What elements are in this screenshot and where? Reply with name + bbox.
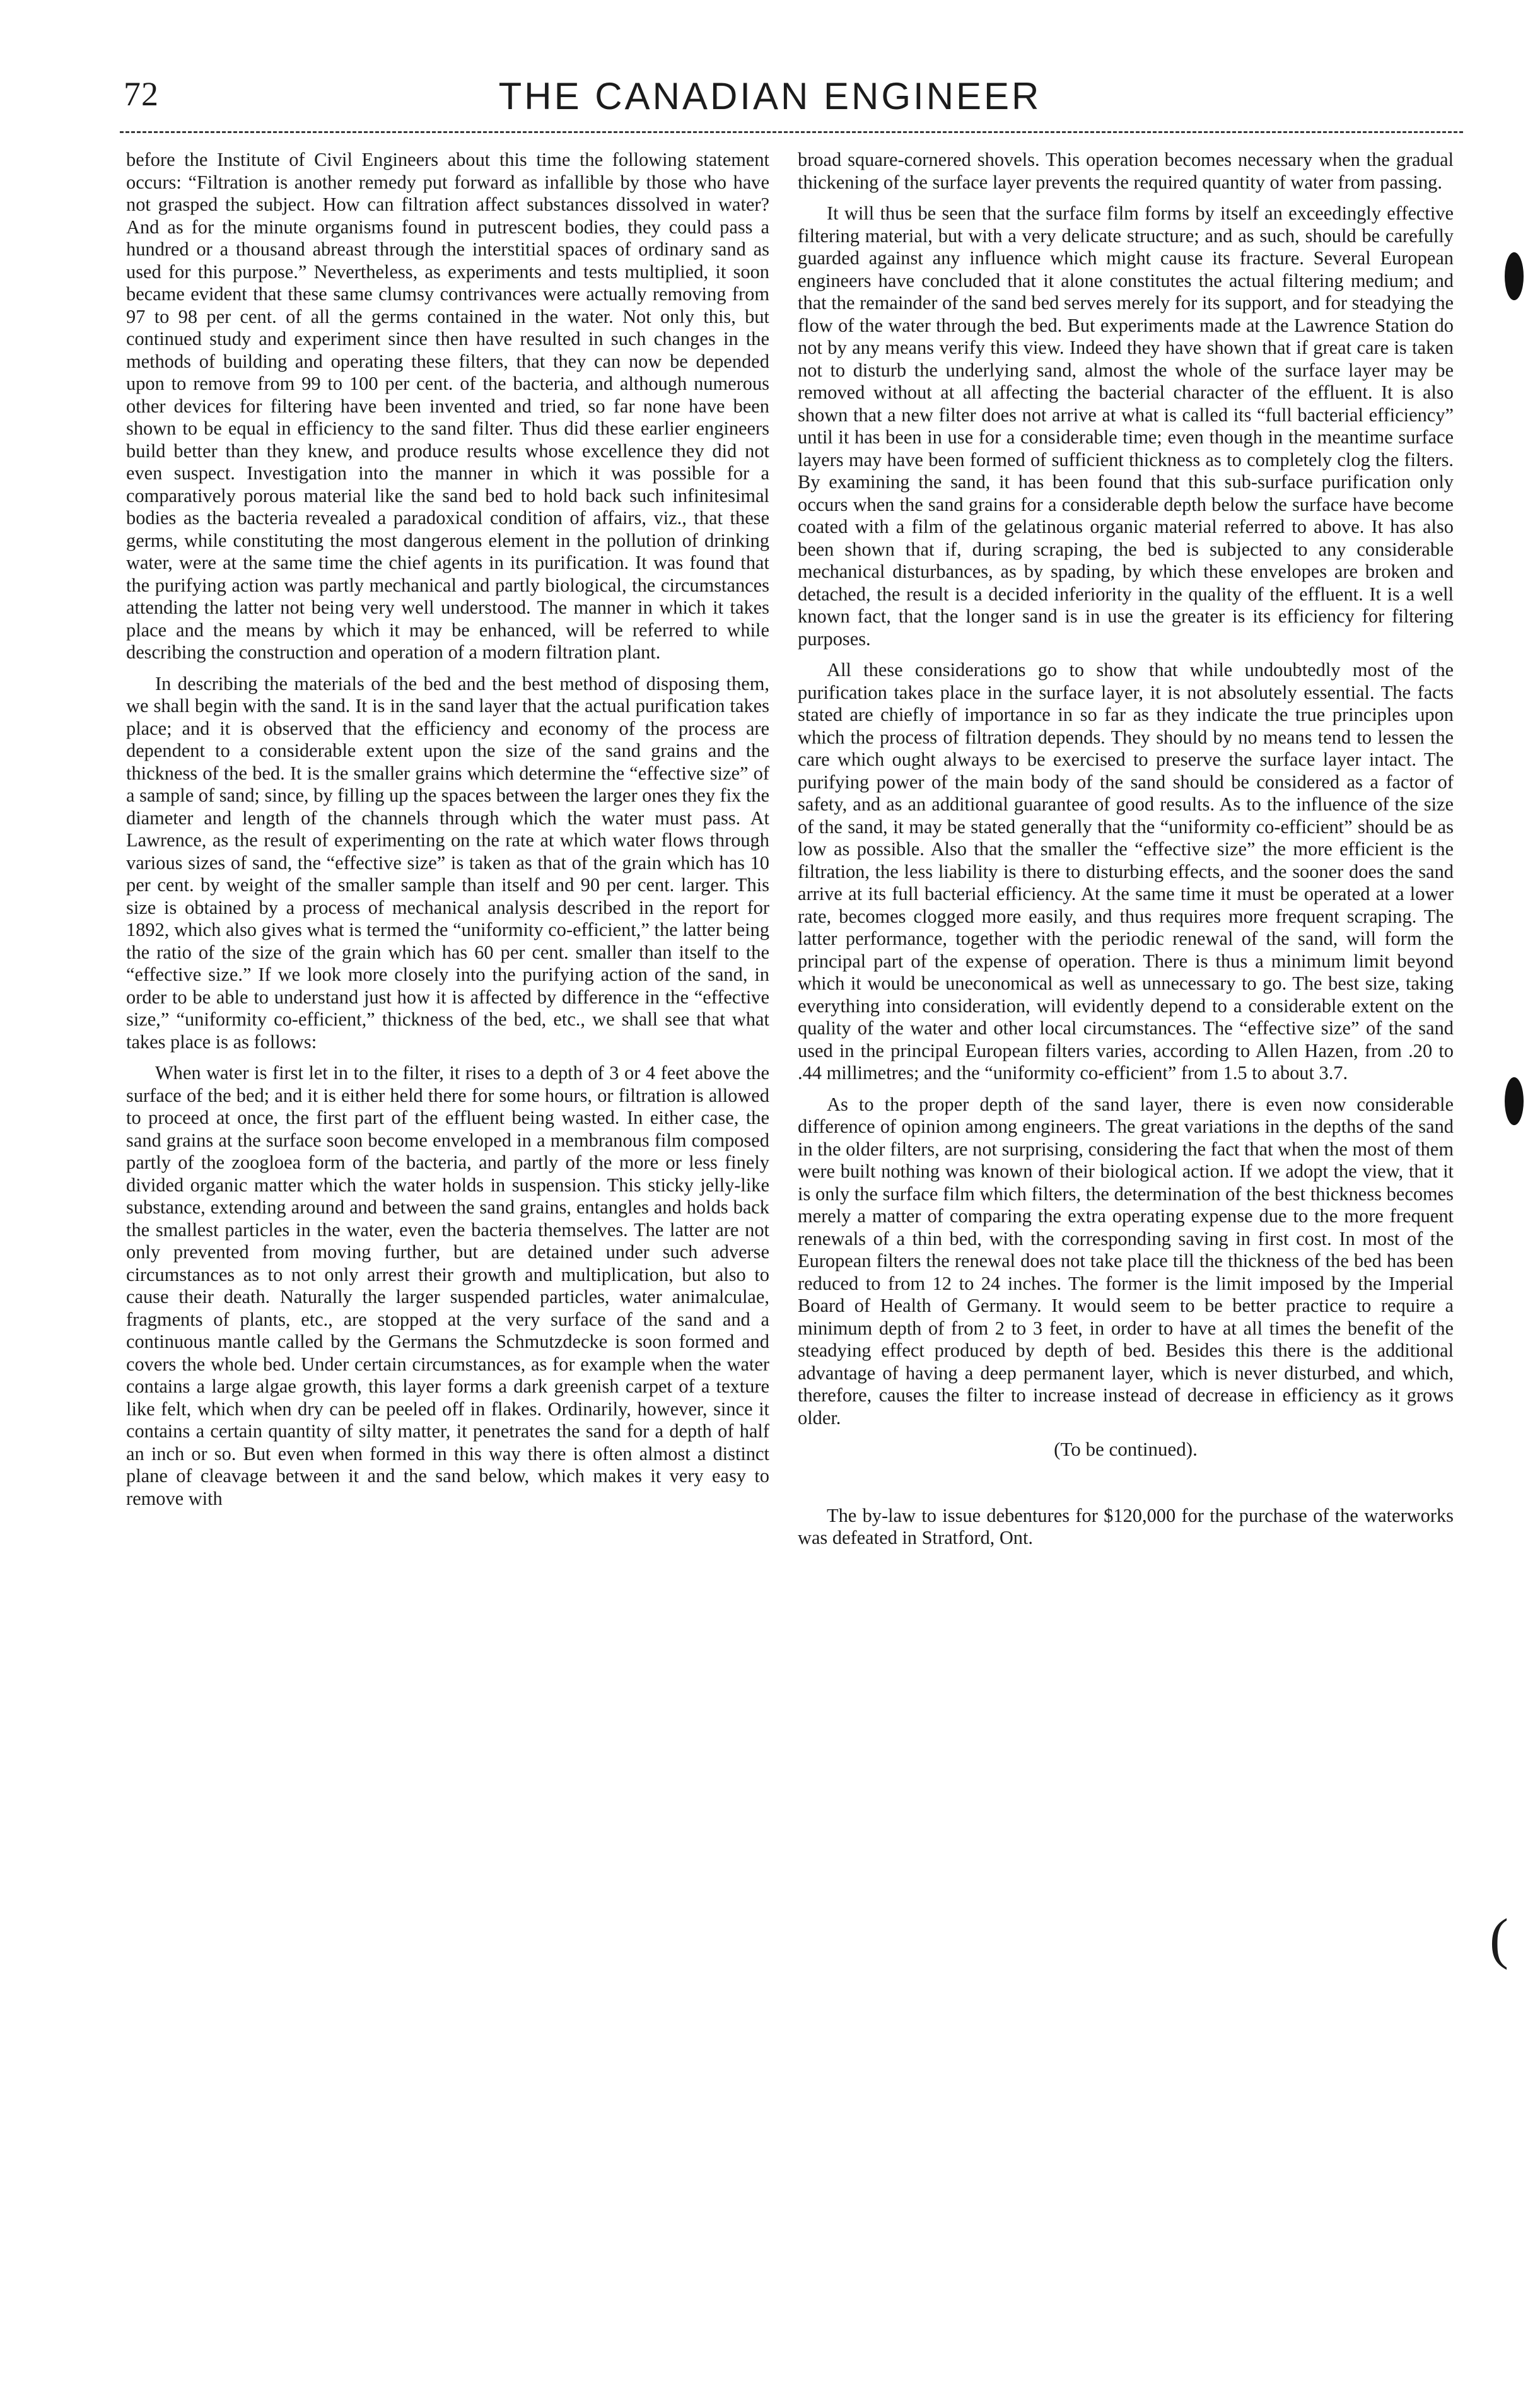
article-paragraph: before the Institute of Civil Engineers about this time the following statement occurs: “Filtration is another remedy put forward as infallible by those who have not grasped the subject. How can filtration affect substances dissolved in water? And as for the minute organisms found in putrescent bodies, they could pass a hundred or a thousand abreast through the interstitial spaces of ordinary sand as used for this purpose.” Nevertheless, as experiments and tests multiplied, it soon became evident that these same clumsy contrivances were actually removing from 97 to 98 per cent. of all the germs contained in the water. Not only this, but continued study and experiment since then have resulted in such changes in the methods of building and operating these filters, that they can now be depended upon to remove from 99 to 100 per cent. of the bacteria, and although numerous other devices for filtering have been invented and tried, so far none have been shown to be equal in efficiency to the sand filter. Thus did these earlier engineers build better than they knew, and produce results whose excellence they did not even suspect. Investigation into the manner in which it was possible for a comparatively porous material like the sand bed to hold back such infinitesimal bodies as the bacteria revealed a paradoxical condition of affairs, viz., that these germs, while constituting the most dangerous element in the pollution of drinking water, were at the same time the chief agents in its purification. It was found that the purifying action was partly mechanical and partly biological, the circumstances attending the latter not being very well understood. The manner in which it takes place and the means by which it may be enhanced, will be referred to while describing the construction and operation of a modern filtration plant. [126, 149, 769, 663]
publication-title: THE CANADIAN ENGINEER [498, 75, 1042, 117]
margin-paren-mark: ( [1490, 1908, 1508, 1970]
header-divider [120, 131, 1463, 133]
article-paragraph: In describing the materials of the bed and the best method of disposing them, we shall begin with the sand. It is in the sand layer that the actual purification takes place; and it is observed that the efficiency and economy of the process are dependent to a considerable extent upon the size of the sand grains and the thickness of the bed. It is the smaller grains which determine the “effective size” of a sample of sand; since, by filling up the spaces between the larger ones they fix the diameter and length of the channels through which the water must pass. At Lawrence, as the result of experimenting on the rate at which water flows through various sizes of sand, the “effective size” is taken as that of the grain which has 10 per cent. by weight of the smaller sample than itself and 90 per cent. larger. This size is obtained by a process of mechanical analysis described in the report for 1892, which also gives what is termed the “uniformity co-efficient,” the latter being the ratio of the size of the grain which has 60 per cent. smaller than itself to the “effective size.” If we look more closely into the purifying action of the sand, in order to be able to understand just how it is affected by difference in the “effective size,” “uniformity co-efficient,” thickness of the bed, etc., we shall see that what takes place is as follows: [126, 672, 769, 1053]
news-note: The by-law to issue debentures for $120,000 for the purchase of the waterworks was defeated in Stratford, Ont. [798, 1504, 1454, 1548]
binding-hole-icon [1505, 1077, 1524, 1125]
right-column [798, 149, 1454, 1558]
to-be-continued: (To be continued). [1054, 1438, 1198, 1460]
left-column [126, 149, 769, 1519]
article-paragraph: All these considerations go to show that while undoubtedly most of the purification takes place in the surface layer, it is not absolutely essential. The facts stated are chiefly of importance in so far as they indicate the true principles upon which the process of filtration depends. They should by no means tend to lessen the care which ought always to be exercised to preserve the surface layer intact. The purifying power of the main body of the sand should be considered as a factor of safety, and as an additional guarantee of good results. As to the influence of the size of the sand, it may be stated generally that the “uniformity co-efficient” should be as low as possible. Also that the smaller the “effective size” the more efficient is the filtration, the less liability is there to disturbing effects, and the sooner does the sand arrive at its full bacterial efficiency. At the same time it must be operated at a lower rate, becomes clogged more easily, and thus requires more frequent scraping. The latter performance, together with the periodic renewal of the sand, will form the principal part of the expense of operation. There is thus a minimum limit beyond which it would be uneconomical as well as unnecessary to go. The best size, taking everything into consideration, will evidently depend to a considerable extent on the quality of the water and other local circumstances. The “effective size” of the sand used in the principal European filters varies, according to Allen Hazen, from .20 to .44 millimetres; and the “uniformity co-efficient” from 1.5 to about 3.7. [798, 659, 1454, 1084]
article-paragraph: It will thus be seen that the surface film forms by itself an exceedingly effective filtering material, but with a very delicate structure; and as such, should be carefully guarded against any influence which might cause its fracture. Several European engineers have concluded that it alone constitutes the actual filtering medium; and that the remainder of the sand bed serves merely for its support, and for steadying the flow of the water through the bed. But experiments made at the Lawrence Station do not by any means verify this view. Indeed they have shown that if great care is taken not to disturb the underlying sand, almost the whole of the surface layer may be removed without at all affecting the bacterial character of the effluent. It is also shown that a new filter does not arrive at what is called its “full bacterial efficiency” until it has been in use for a considerable time; even though in the meantime surface layers may have been formed of sufficient thickness as to completely clog the filters. By examining the sand, it has been found that this sub-surface purification only occurs when the sand grains for a considerable depth below the surface have become coated with a film of the gelatinous organic material referred to above. It has also been shown that if, during scraping, the bed is subjected to any considerable mechanical disturbances, as by spading, by which these envelopes are broken and detached, the result is a decided inferiority in the quality of the effluent. It is a well known fact, that the longer sand is in use the greater is its efficiency for filtering purposes. [798, 202, 1454, 650]
article-paragraph: broad square-cornered shovels. This operation becomes necessary when the gradual thickening of the surface layer prevents the required quantity of water from passing. [798, 149, 1454, 193]
article-paragraph: As to the proper depth of the sand layer, there is even now considerable difference of opinion among engineers. The great variations in the depths of the sand in the older filters, are not surprising, considering the fact that when the most of them were built nothing was known of their biological action. If we adopt the view, that it is only the surface film which filters, the determination of the best thickness becomes merely a matter of comparing the extra operating expense due to the more frequent renewals of a thin bed, with the corresponding saving in first cost. In most of the European filters the renewal does not take place till the thickness of the bed has been reduced to from 12 to 24 inches. The former is the limit imposed by the Imperial Board of Health of Germany. It would seem to be better practice to require a minimum depth of from 2 to 3 feet, in order to have at all times the benefit of the steadying effect produced by depth of bed. Besides this there is the additional advantage of having a deep permanent layer, which is never disturbed, and which, therefore, causes the filter to increase instead of decrease in efficiency as it grows older. [798, 1093, 1454, 1429]
page-number: 72 [124, 75, 159, 113]
article-paragraph: When water is first let in to the filter, it rises to a depth of 3 or 4 feet above the surface of the bed; and it is either held there for some hours, or filtration is allowed to proceed at once, the first part of the effluent being wasted. In either case, the sand grains at the surface soon become enveloped in a membranous film composed partly of the zoogloea form of the bacteria, and partly of the more or less finely divided organic matter which the water holds in suspension. This sticky jelly-like substance, extending around and between the sand grains, entangles and holds back the smallest particles in the water, even the bacteria themselves. The latter are not only prevented from moving further, but are detained under such adverse circumstances as to not only arrest their growth and multiplication, but also to cause their death. Naturally the larger suspended particles, water animalculae, fragments of plants, etc., are stopped at the very surface of the sand and a continuous mantle called by the Germans the Schmutzdecke is soon formed and covers the whole bed. Under certain circumstances, as for example when the water contains a large algae growth, this layer forms a dark greenish carpet of a texture like felt, which when dry can be peeled off in flakes. Ordinarily, however, since it contains a certain quantity of silty matter, it penetrates the sand for a depth of half an inch or so. But even when formed in this way there is often almost a distinct plane of cleavage between it and the sand below, which makes it very easy to remove with [126, 1062, 769, 1509]
binding-hole-icon [1505, 252, 1524, 300]
